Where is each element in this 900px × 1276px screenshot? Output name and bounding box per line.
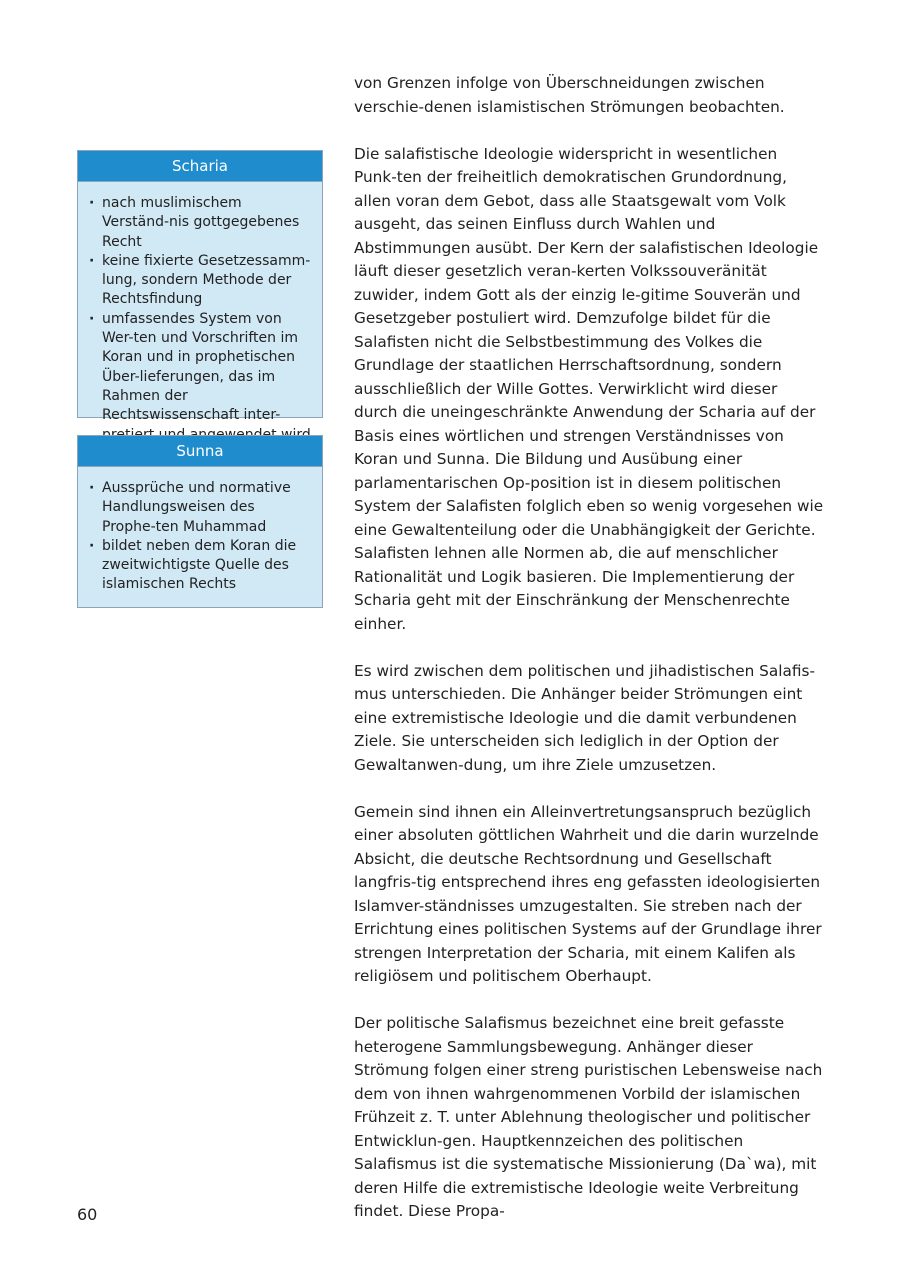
scharia-list	[78, 182, 322, 455]
sunna-list	[78, 467, 322, 605]
scharia-item: · umfassendes System von Wer-ten und Vorschriften im Koran und in prophetischen Über-lieferungen, das im Rahmen der Rechtswissenschaft inter-	[88, 310, 312, 445]
body-paragraph: Der politische Salafismus bezeichnet eine breit gefasste heterogene Sammlungsbewegung. Anhänger dieser Strömung folgen einer streng puristischen Lebensweise nach dem von ihnen wahrgenommenen Vorbild der islamischen Frühzeit z. T. unter Ablehnung theologischer und politischer Entwicklun-gen. Hauptkennzeichen des politischen Salafismus ist die systematische Missionierung (Da`wa), mit deren Hilfe die extremistische Ideologie weite Verbreitung findet. Diese Propa-	[354, 1014, 823, 1220]
body-paragraph: Die salafistische Ideologie widerspricht in wesentlichen Punk-ten der freiheitlich demokratischen Grundordnung, allen voran dem Gebot, dass alle Staatsgewalt vom Volk ausgeht, das seinen Einfluss durch Wahlen und Abstimmungen ausübt. Der Kern der salafistischen Ideologie läuft dieser gesetzlich veran-kerten Volkssouveränität zuwider, indem Gott als der einzig le-gitime Souverän und Gesetzgeber postuliert wird. Demzufolge bildet für die Salafisten nicht die Selbstbestimmung des Volkes die Grundlage der staatlichen Herrschaftsordnung, sondern ausschließlich der Wille Gottes. Verwirklicht wird dieser durch die uneingeschränkte Anwendung der Scharia auf der Basis eines wörtlichen und strengen Verständnisses von Koran und Sunna. Die Bildung und Ausübung einer parlamentarischen Op-position ist in diesem politischen System der Salafisten folglich eben so wenig vorgesehen wie eine Gewaltenteilung oder die Unabhängigkeit der Gerichte. Salafisten lehnen alle Normen ab, die auf menschlicher Rationalität und Logik basieren. Die Implementierung der Scharia geht mit der Einschränkung der Menschenrechte einher.	[354, 144, 824, 633]
main-text-column	[354, 72, 824, 1247]
sunna-item: · Aussprüche und normative Handlungsweisen des Prophe-ten Muhammad	[88, 479, 312, 537]
scharia-box-title: Scharia	[78, 151, 322, 182]
body-paragraph: Gemein sind ihnen ein Alleinvertretungsanspruch bezüglich einer absoluten göttlichen Wahrheit und die darin wurzelnde Absicht, die deutsche Rechtsordnung und Gesellschaft langfris-tig entsprechend ihres eng gefassten ideologisierten Islamver-ständnisses umzugestalten. Sie streben nach der Errichtung eines politischen Systems auf der Grundlage ihrer strengen Interpretation der Scharia, mit einem Kalifen als religiösem und politischem Oberhaupt.	[354, 802, 822, 985]
page-number: 60	[77, 1205, 98, 1224]
body-paragraph: Es wird zwischen dem politischen und jihadistischen Salafis-mus unterschieden. Die Anhänger beider Strömungen eint eine extremistische Ideologie und die damit verbundenen Ziele. Sie unterscheiden sich lediglich in der Option der Gewaltanwen-dung, um ihre Ziele umzusetzen.	[354, 661, 816, 774]
body-paragraph: von Grenzen infolge von Überschneidungen zwischen verschie-denen islamistischen Strömungen beobachten.	[354, 74, 785, 116]
sunna-box	[77, 435, 323, 608]
sunna-box-title: Sunna	[78, 436, 322, 467]
scharia-box	[77, 150, 323, 424]
scharia-item: · nach muslimischem Verständ-nis gottgegebenes Recht	[88, 194, 312, 252]
sunna-item: · bildet neben dem Koran die zweitwichtigste Quelle des islamischen Rechts	[88, 537, 312, 595]
scharia-item: · keine fixierte Gesetzessamm-lung, sondern Methode der Rechtsfindung	[88, 252, 312, 310]
